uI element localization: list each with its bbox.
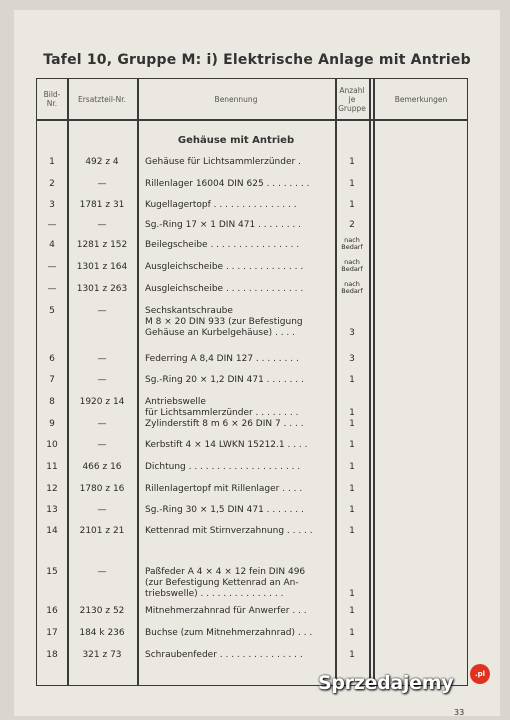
cell-bild: 15 <box>46 567 58 577</box>
cell-bild: 3 <box>49 200 55 210</box>
cell-bild: 11 <box>46 462 58 472</box>
page-number: 33 <box>454 708 465 717</box>
cell-ersatzteil: — <box>97 440 107 450</box>
cell-ersatzteil: 1920 z 14 <box>79 397 125 407</box>
cell-bild: 4 <box>49 240 55 250</box>
cell-anzahl: 1 <box>349 484 355 494</box>
cell-benennung: Sechskantschraube M 8 × 20 DIN 933 (zur Befestigung Gehäuse an Kurbelgehäuse) . . . . <box>145 306 303 338</box>
cell-bild: 6 <box>49 354 55 364</box>
cell-ersatzteil: 1301 z 164 <box>76 262 128 272</box>
header-bemerkungen: Bemerkungen <box>394 94 448 104</box>
cell-benennung: Kerbstift 4 × 14 LWKN 15212.1 . . . . <box>145 440 308 450</box>
page-title: Tafel 10, Gruppe M: i) Elektrische Anlage mit Antrieb <box>43 52 471 68</box>
watermark-badge-icon: .pl <box>470 664 490 684</box>
cell-ersatzteil: 2101 z 21 <box>79 526 125 536</box>
cell-ersatzteil: — <box>97 505 107 515</box>
cell-ersatzteil: — <box>97 354 107 364</box>
cell-benennung: Sg.-Ring 30 × 1,5 DIN 471 . . . . . . . <box>145 505 304 515</box>
cell-benennung: Sg.-Ring 17 × 1 DIN 471 . . . . . . . . <box>145 220 301 230</box>
cell-benennung: Ausgleichscheibe . . . . . . . . . . . . . . <box>145 284 304 294</box>
cell-benennung: Federring A 8,4 DIN 127 . . . . . . . . <box>145 354 299 364</box>
cell-bild: 1 <box>49 157 55 167</box>
cell-bild: 10 <box>46 440 58 450</box>
cell-ersatzteil: — <box>97 220 107 230</box>
cell-anzahl: 3 <box>349 354 355 364</box>
cell-benennung: Gehäuse für Lichtsammlerzünder . <box>145 157 301 167</box>
header-anzahl: Anzahl je Gruppe <box>338 85 366 113</box>
cell-anzahl: 1 <box>349 505 355 515</box>
cell-anzahl: 1 <box>349 650 355 660</box>
cell-anzahl: 2 <box>349 220 355 230</box>
cell-benennung: Kettenrad mit Stirnverzahnung . . . . . <box>145 526 313 536</box>
column-divider <box>369 79 371 685</box>
cell-benennung: Rillenlager 16004 DIN 625 . . . . . . . . <box>145 179 310 189</box>
cell-anzahl: 1 <box>349 526 355 536</box>
cell-ersatzteil: 2130 z 52 <box>79 606 125 616</box>
cell-ersatzteil: 466 z 16 <box>82 462 122 472</box>
cell-bild: 12 <box>46 484 58 494</box>
cell-anzahl: 1 <box>349 179 355 189</box>
cell-ersatzteil: 321 z 73 <box>82 650 122 660</box>
cell-bild: — <box>47 220 57 230</box>
cell-bild: 14 <box>46 526 58 536</box>
document-page <box>14 10 500 716</box>
cell-bild: 5 <box>49 306 55 316</box>
cell-anzahl: 1 <box>349 440 355 450</box>
cell-ersatzteil: 1781 z 31 <box>79 200 125 210</box>
cell-benennung: Buchse (zum Mitnehmerzahnrad) . . . <box>145 628 313 638</box>
cell-ersatzteil: — <box>97 306 107 316</box>
cell-benennung: Sg.-Ring 20 × 1,2 DIN 471 . . . . . . . <box>145 375 304 385</box>
cell-bild: 9 <box>49 419 55 429</box>
cell-ersatzteil: 492 z 4 <box>85 157 119 167</box>
cell-anzahl: 1 <box>349 628 355 638</box>
header-ersatzteil: Ersatzteil-Nr. <box>77 94 127 104</box>
column-divider <box>373 79 375 685</box>
header-benennung: Benennung <box>214 94 258 104</box>
cell-bild: 2 <box>49 179 55 189</box>
cell-ersatzteil: — <box>97 375 107 385</box>
cell-benennung: Mitnehmerzahnrad für Anwerfer . . . <box>145 606 307 616</box>
parts-table <box>36 78 468 686</box>
cell-ersatzteil: 184 k 236 <box>79 628 125 638</box>
cell-benennung: Ausgleichscheibe . . . . . . . . . . . . . . <box>145 262 304 272</box>
cell-anzahl: 1 <box>349 408 355 418</box>
cell-benennung: Paßfeder A 4 × 4 × 12 fein DIN 496 (zur Befestigung Kettenrad an An- triebswelle) . . . . . . . . . . . . . . . <box>145 567 306 599</box>
cell-bild: 17 <box>46 628 58 638</box>
cell-benennung: Dichtung . . . . . . . . . . . . . . . . . . . . <box>145 462 301 472</box>
cell-bild: — <box>47 284 57 294</box>
section-title: Gehäuse mit Antrieb <box>177 135 295 146</box>
cell-benennung: Kugellagertopf . . . . . . . . . . . . . . . <box>145 200 297 210</box>
cell-ersatzteil: — <box>97 419 107 429</box>
cell-anzahl: 1 <box>349 375 355 385</box>
cell-benennung: Beilegscheibe . . . . . . . . . . . . . . . . <box>145 240 300 250</box>
header-divider <box>37 119 467 121</box>
cell-anzahl: nach Bedarf <box>341 236 363 251</box>
column-divider <box>137 79 139 685</box>
cell-anzahl: 3 <box>349 328 355 338</box>
cell-ersatzteil: 1281 z 152 <box>76 240 128 250</box>
cell-benennung: Rillenlagertopf mit Rillenlager . . . . <box>145 484 303 494</box>
cell-anzahl: 1 <box>349 157 355 167</box>
cell-bild: 18 <box>46 650 58 660</box>
cell-bild: 13 <box>46 505 58 515</box>
cell-anzahl: 1 <box>349 462 355 472</box>
cell-anzahl: nach Bedarf <box>341 280 363 295</box>
cell-anzahl: 1 <box>349 589 355 599</box>
cell-benennung: Antriebswelle für Lichtsammlerzünder . . . . . . . . <box>145 397 299 418</box>
watermark-logo: Sprzedajemy <box>318 672 454 694</box>
cell-bild: 7 <box>49 375 55 385</box>
cell-ersatzteil: — <box>97 179 107 189</box>
cell-benennung: Schraubenfeder . . . . . . . . . . . . . . . <box>145 650 303 660</box>
cell-anzahl: 1 <box>349 606 355 616</box>
cell-anzahl: nach Bedarf <box>341 258 363 273</box>
cell-anzahl: 1 <box>349 419 355 429</box>
cell-bild: — <box>47 262 57 272</box>
cell-anzahl: 1 <box>349 200 355 210</box>
cell-ersatzteil: — <box>97 567 107 577</box>
cell-bild: 8 <box>49 397 55 407</box>
cell-bild: 16 <box>46 606 58 616</box>
cell-ersatzteil: 1780 z 16 <box>79 484 125 494</box>
header-bild: Bild- Nr. <box>43 90 61 108</box>
cell-ersatzteil: 1301 z 263 <box>76 284 128 294</box>
cell-benennung: Zylinderstift 8 m 6 × 26 DIN 7 . . . . <box>145 419 304 429</box>
